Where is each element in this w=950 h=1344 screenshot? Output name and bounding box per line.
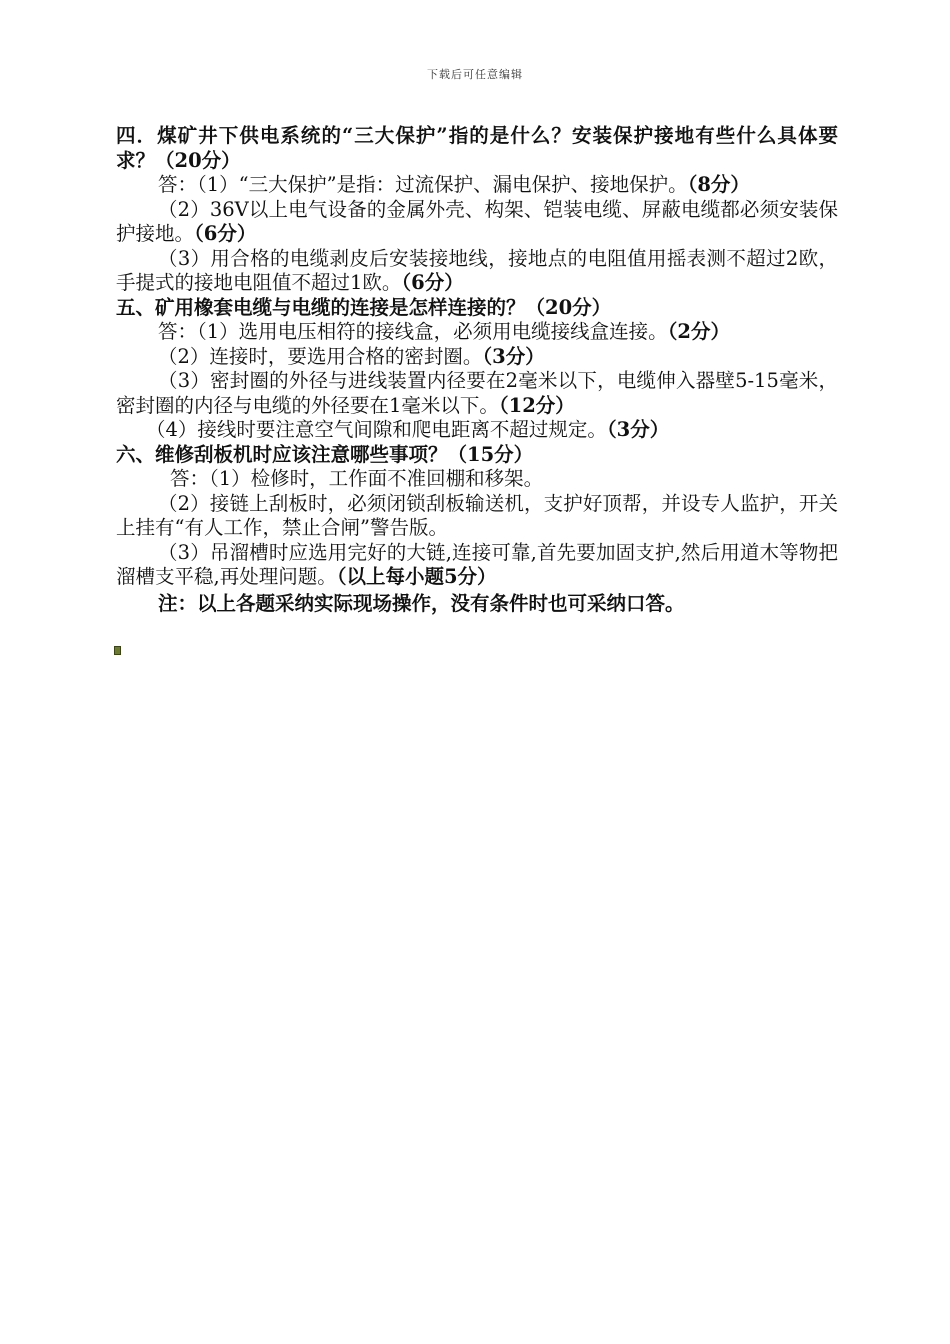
answer-text: 答：（1）“三大保护”是指：过流保护、漏电保护、接地保护。	[158, 173, 688, 196]
answer-score: （12分）	[498, 393, 575, 417]
page-header: 下载后可任意编辑	[427, 68, 523, 81]
question-6-answer-3	[116, 541, 838, 590]
answer-text: （4）接线时要注意空气间隙和爬电距离不超过规定。	[146, 418, 607, 441]
closing-note: 注：以上各题采纳实际现场操作，没有条件时也可采纳口答。	[158, 591, 685, 615]
answer-text: （3）密封圈的外径与进线装置内径要在2毫米以下，电缆伸入器壁5-15毫米，密封圈的内径与电缆的外径要在1毫米以下。	[116, 369, 838, 417]
question-6-title: 六、维修刮板机时应该注意哪些事项？（15分）	[116, 442, 534, 466]
question-5-answer-2	[116, 345, 838, 370]
text-anchor-marker-icon	[114, 646, 121, 655]
question-5-answer-3	[116, 369, 838, 418]
answer-score: （6分）	[401, 271, 464, 294]
answer-score: （3分）	[482, 344, 545, 368]
question-6-answer-1	[116, 467, 838, 492]
question-4-answer-3	[116, 247, 838, 296]
question-5-answer-4	[116, 418, 838, 443]
answer-text: （2）36V以上电气设备的金属外壳、构架、铠装电缆、屏蔽电缆都必须安装保护接地。	[116, 197, 838, 245]
question-4-title: 四．煤矿井下供电系统的“三大保护”指的是什么？安装保护接地有些什么具体要求？（20分）	[116, 124, 838, 172]
answer-text: （3）吊溜槽时应选用完好的大链,连接可靠,首先要加固支护,然后用道木等物把溜槽支平稳,再处理问题。	[116, 540, 838, 588]
question-5-answer-1	[116, 320, 838, 345]
document-body	[116, 124, 838, 616]
answer-score: （2分）	[667, 320, 730, 343]
answer-text: 答：（1）选用电压相符的接线盒，必须用电缆接线盒连接。	[158, 320, 668, 343]
answer-text: （3）用合格的电缆剥皮后安装接地线，接地点的电阻值用摇表测不超过2欧，手提式的接地电阻值不超过1欧。	[116, 246, 838, 294]
answer-score: （以上每小题5分）	[336, 565, 497, 588]
answer-score: （6分）	[194, 222, 257, 245]
question-5-title: 五、矿用橡套电缆与电缆的连接是怎样连接的？（20分）	[116, 295, 612, 319]
answer-score: （3分）	[606, 418, 670, 441]
question-4-answer-2	[116, 198, 838, 247]
question-4-answer-1	[116, 173, 838, 198]
answer-text: （2）连接时，要选用合格的密封圈。	[158, 344, 483, 368]
answer-text: 答：（1）检修时，工作面不准回棚和移架。	[170, 467, 544, 490]
answer-score: （8分）	[687, 173, 750, 196]
answer-text: （2）接链上刮板时，必须闭锁刮板输送机，支护好顶帮，并设专人监护，开关上挂有“有人工作，禁止合闸”警告版。	[116, 491, 838, 539]
question-6-answer-2	[116, 492, 838, 541]
